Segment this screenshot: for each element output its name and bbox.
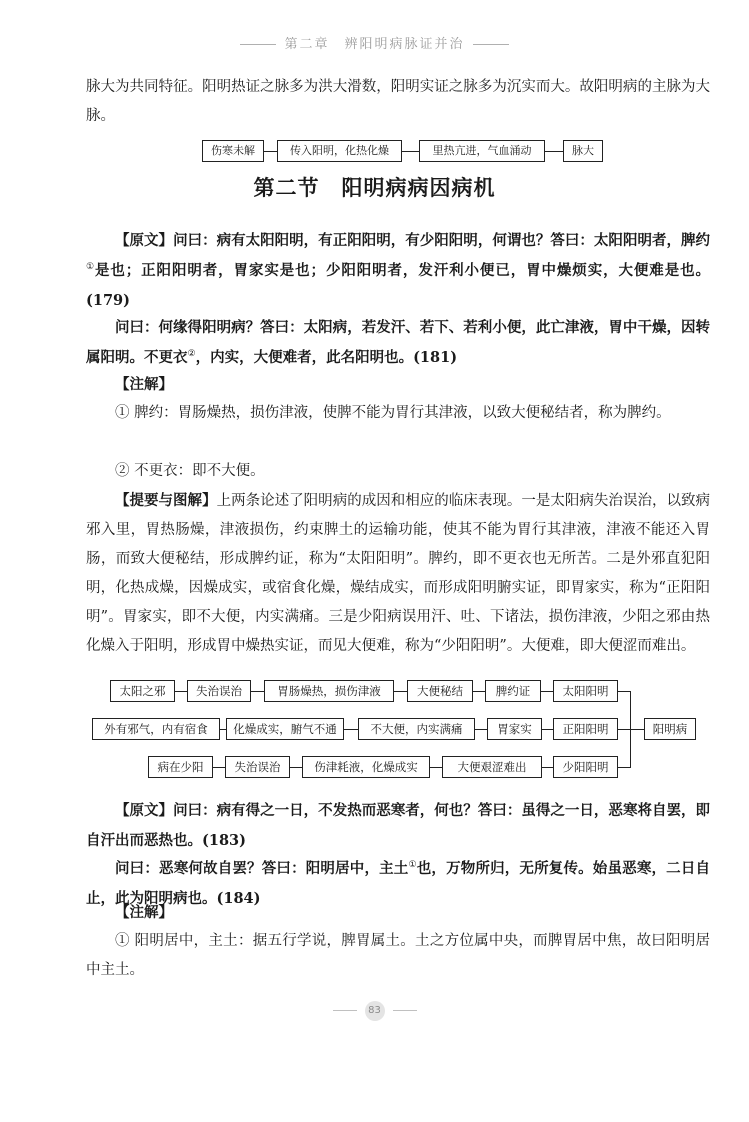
flow2-result-box: 阳明病 xyxy=(644,718,696,740)
flow2-row1-box: 太阳之邪 xyxy=(110,680,175,702)
flow2-row2-box: 外有邪气，内有宿食 xyxy=(92,718,220,740)
flow2-connector xyxy=(251,691,264,692)
original-text-183: 【原文】问曰：病有得之一日，不发热而恶寒者，何也？答曰：虽得之一日，恶寒将自罢，即自汗出而恶热也。(183) xyxy=(86,802,711,849)
flow2-connector xyxy=(618,691,630,692)
flow2-row2-box: 不大便，内实满痛 xyxy=(358,718,475,740)
header-rule-left xyxy=(240,44,276,45)
running-title: 第二章 辨阳明病脉证并治 xyxy=(284,37,465,52)
label-summary: 【提要与图解】 xyxy=(115,492,217,509)
footnote-ref-1: ① xyxy=(408,860,417,871)
flow2-row1-box: 失治误治 xyxy=(187,680,251,702)
flow2-row3-box: 失治误治 xyxy=(225,756,290,778)
flow1-box-4: 脉大 xyxy=(563,140,603,162)
footnote-ref-1: ① xyxy=(86,262,95,273)
annotation-heading: 【注解】 xyxy=(115,376,173,393)
flow2-row1-box: 大便秘结 xyxy=(407,680,473,702)
flow2-row2-box: 胃家实 xyxy=(487,718,542,740)
summary-paragraph: 【提要与图解】上两条论述了阳明病的成因和相应的临床表现。一是太阳病失治误治，以致病邪入里，胃热肠燥，津液损伤，约束脾土的运输功能，使其不能为胃行其津液，津液不能还入胃肠，而致大便秘结，形成脾约证，称为“太阳阳明”。脾约，即不更衣也无所苦。二是外邪直犯阳明，化热成燥，因燥成实，或宿食化燥，燥结成实，而形成阳明腑实证，即胃家实，称为“正阳阳明”。胃家实，即不大便，内实满痛。三是少阳病误用汗、吐、下诸法，损伤津液，少阳之邪由热化燥入于阳明，形成胃中燥热实证，而见大便难，称为“少阳阳明”。大便难，即大便涩而难出。 xyxy=(86,492,711,654)
running-header xyxy=(0,33,749,52)
flow2-connector xyxy=(213,767,225,768)
flow2-connector xyxy=(290,767,302,768)
annotation-note-2: ② 不更衣：即不大便。 xyxy=(115,463,265,479)
flow2-connector xyxy=(541,691,553,692)
original-text-179: 【原文】问曰：病有太阳阳明，有正阳阳明，有少阳阳明，何谓也？答曰：太阳阳明者，脾约①是也；正阳阳明者，胃家实是也；少阳阳明者，发汗利小便已，胃中燥烦实，大便难是也。(179) xyxy=(86,232,711,309)
flow2-connector xyxy=(175,691,187,692)
flow2-row2-box: 化燥成实，腑气不通 xyxy=(226,718,344,740)
label-original: 【原文】 xyxy=(115,802,174,819)
flow2-connector xyxy=(344,729,358,730)
flow1-connector xyxy=(545,151,563,152)
page-footer xyxy=(0,1000,749,1021)
original-text-181: 问曰：何缘得阳明病？答曰：太阳病，若发汗、若下、若利小便，此亡津液，胃中干燥，因转属阳明。不更衣②，内实，大便难者，此名阳明也。(181) xyxy=(86,319,710,366)
flow2-connector xyxy=(473,691,485,692)
flow1-box-3: 里热亢进，气血涌动 xyxy=(419,140,545,162)
label-original: 【原文】 xyxy=(115,232,174,249)
flow1-connector xyxy=(264,151,277,152)
flow2-row1-box: 脾约证 xyxy=(485,680,541,702)
flow2-connector xyxy=(394,691,407,692)
flow2-row2-box: 正阳阳明 xyxy=(553,718,618,740)
flow2-row1-box: 胃肠燥热，损伤津液 xyxy=(264,680,394,702)
annotation-note-1: ① 脾约：胃肠燥热，损伤津液，使脾不能为胃行其津液，以致大便秘结者，称为脾约。 xyxy=(115,405,671,421)
flow2-row3-box: 病在少阳 xyxy=(148,756,213,778)
flow2-row3-box: 伤津耗液，化燥成实 xyxy=(302,756,430,778)
footer-rule-left xyxy=(333,1010,357,1011)
flow2-row1-box: 太阳阳明 xyxy=(553,680,618,702)
flow2-row3-box: 少阳阳明 xyxy=(553,756,618,778)
flow2-connector xyxy=(542,729,553,730)
annotation-heading: 【注解】 xyxy=(115,904,173,921)
footer-rule-right xyxy=(393,1010,417,1011)
flow2-connector xyxy=(430,767,442,768)
section-title: 第二节 阳明病病因病机 xyxy=(253,175,496,200)
flow1-box-2: 传入阳明，化热化燥 xyxy=(277,140,402,162)
flow2-connector xyxy=(542,767,553,768)
header-rule-right xyxy=(473,44,509,45)
annotation-note-1: ① 阳明居中，主土：据五行学说，脾胃属土。土之方位属中央，而脾胃居中焦，故曰阳明居中主土。 xyxy=(86,933,710,978)
flow2-bracket xyxy=(630,691,631,768)
flow2-connector xyxy=(618,767,630,768)
flow2-connector xyxy=(475,729,487,730)
intro-paragraph: 脉大为共同特征。阳明热证之脉多为洪大滑数，阳明实证之脉多为沉实而大。故阳明病的主脉为大脉。 xyxy=(86,79,710,124)
flow2-row3-box: 大便艰涩难出 xyxy=(442,756,542,778)
footnote-ref-2: ② xyxy=(187,349,196,360)
flow1-box-1: 伤寒未解 xyxy=(202,140,264,162)
flow1-connector xyxy=(402,151,419,152)
page-number: 83 xyxy=(365,1001,385,1021)
original-text-184: 问曰：恶寒何故自罢？答曰：阳明居中，主土①也，万物所归，无所复传。始虽恶寒，二日自止，此为阳明病也。(184) xyxy=(86,860,711,907)
flow2-connector xyxy=(618,729,644,730)
